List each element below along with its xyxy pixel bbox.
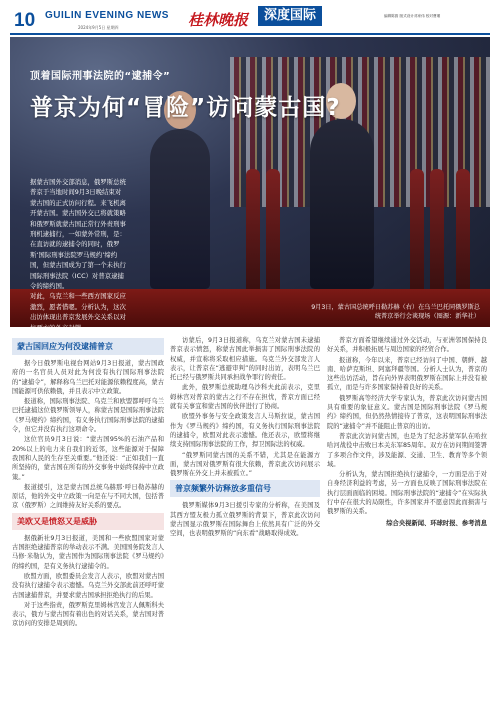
paragraph: 对于这些指责，俄罗斯克里姆林宫发言人佩斯科夫表示，俄方与蒙古国有着出色的对话关系，蒙古国对普京访问的安排是周到的。 bbox=[12, 601, 164, 628]
paragraph: 此外，俄罗斯总统助理乌沙科夫此前表示，克里姆林宫对普京的蒙古之行不存在担忧，普京方面已经就有关事宜和蒙古国的伙伴进行了协商。 bbox=[170, 384, 320, 411]
paragraph: 报道称，今年以来，普京已经访问了中国、朝鲜、越南、哈萨克斯坦、阿塞拜疆等国。分析人士认为，普京的这些出访活动，旨在向外界表明俄罗斯在国际上并没有被孤立，而是与许多国家保持着良好的关系。 bbox=[327, 356, 487, 392]
paragraph: 报道援引，这是蒙古国总统乌赫那·呼日勒苏赫的原话，他的外交中立政策一向是在与不同大国，包括普京（俄罗斯）之间维持友好关系的要点。 bbox=[12, 483, 164, 510]
issue-date: 2024年9月5日 星期四 bbox=[78, 25, 119, 30]
headline-kicker: 顶着国际刑事法院的“逮捕令” bbox=[30, 71, 171, 82]
article-column-1 bbox=[12, 336, 164, 630]
paragraph: 这位官员9月3日说：“蒙古国95%的石油产品和20%以上的电力来自我们的近邻，这些能源对于保障我国和人民的生存至关重要。”他还说：“正如我们一直所坚持的，蒙古国在所有的外交事务中始终保持中立政策。” bbox=[12, 436, 164, 481]
article-column-3 bbox=[327, 336, 487, 528]
paper-logo: 桂林晚报 bbox=[188, 11, 249, 29]
paragraph: 普京此次访问蒙古国，也是为了纪念苏蒙军队在哈拉哈河战役中击败日本关东军85周年。双方在访问期间签署了多项合作文件，涉及能源、交通、卫生、教育等多个领域。 bbox=[327, 432, 487, 468]
paragraph: 报道称，国际刑事法院、乌克兰和欧盟都呼吁乌兰巴托逮捕这位俄罗斯领导人，称蒙古国是国际刑事法院《罗马规约》缔约国，有义务执行国际刑事法院的逮捕令，但它并没有执行这项命令。 bbox=[12, 398, 164, 434]
article-column-2 bbox=[170, 336, 320, 540]
subhead: 美欧又是愤怒又是威胁 bbox=[12, 513, 164, 530]
honor-guard bbox=[430, 169, 444, 289]
page-number: 10 bbox=[14, 10, 36, 31]
honor-guard bbox=[456, 169, 470, 289]
hero-photo bbox=[10, 37, 490, 332]
paragraph: 分析认为，蒙古国拒绝执行逮捕令，一方面是出于对自身经济利益的考虑，另一方面也反映了国际刑事法院在执行层面面临的困境。国际刑事法院的“逮捕令”在实际执行中存在很大的局限性，许多国家并不愿意因此而损害与俄罗斯的关系。 bbox=[327, 471, 487, 516]
subhead: 蒙古国回应为何没逮捕普京 bbox=[12, 338, 164, 355]
person-left bbox=[150, 129, 210, 289]
header-rule bbox=[10, 33, 490, 35]
subhead: 普京频繁外访释放多重信号 bbox=[170, 480, 320, 497]
source-byline: 综合央视新闻、环球时报、参考消息 bbox=[386, 519, 487, 527]
paragraph: 俄罗斯高等经济大学专家认为，普京此次访问蒙古国具有重要的象征意义。蒙古国是国际刑事法院《罗马规约》缔约国，但仍然热情接待了普京，这表明国际刑事法院的“逮捕令”并不能阻止普京的出访。 bbox=[327, 394, 487, 430]
photo-caption: 9月3日，蒙古国总统呼日勒苏赫（右）在乌兰巴托同俄罗斯总统普京举行会谈现场（图源：新华社） bbox=[311, 304, 480, 320]
lede-text: 据蒙古国外交部消息，俄罗斯总统普京于当地时间9月3日晚结束对蒙古国的正式访问行程。来飞机离开蒙古国。蒙古国外交已将就策略和俄罗斯就蒙古国正常行外责刑事刑机逮捕行，一如蒙外常刑，是：在直访就的逮捕令的同时，俄罗斯‘国际刑事法院罗马规约’缔约国，但蒙古国成为了第一个未执行国际刑事法院（ICC）对普京逮捕令的缔约国。 bbox=[30, 178, 126, 291]
paragraph: 欧盟方面，欧盟委员会发言人表示，欧盟对蒙古国没有执行逮捕令表示遗憾。乌克兰外交部此前还呼吁蒙古国逮捕普京，并要求蒙古国承担拒绝执行的后果。 bbox=[12, 572, 164, 599]
paragraph: “俄罗斯同蒙古国的关系不错，尤其是在能源方面，蒙古国对俄罗斯有很大依赖，普京此次访问展示俄罗斯在外交上并未被孤立。” bbox=[170, 451, 320, 478]
honor-guard bbox=[246, 169, 260, 289]
paper-name-english: GUILIN EVENING NEWS bbox=[45, 10, 169, 21]
paragraph: 俄罗斯媒体9月3日援引专家的分析称，在美国及其西方盟友极力孤立俄罗斯的背景下，普京此次访问蒙古国显示俄罗斯在国际舞台上依然具有广泛的外交空间，也表明俄罗斯的“向东看”战略取得成效。 bbox=[170, 502, 320, 538]
person-right bbox=[310, 119, 374, 289]
honor-guard bbox=[266, 169, 280, 289]
paragraph: 欧盟外事务与安全政策发言人马斯拉说，蒙古国作为《罗马规约》缔约国，有义务执行国际刑事法院的逮捕令，欧盟对此表示遗憾。他还表示，欧盟将继续支持国际刑事法院的工作，捍卫国际法的权威。 bbox=[170, 413, 320, 449]
paragraph: 据今日俄罗斯电视台网站9月3日报道，蒙古国政府的一名官员人员对此为何没有执行国际刑事法院的“逮捕令”，解释称乌兰巴托对能源依赖程度高，蒙古国能源可供依赖俄，并且表示中立政策。 bbox=[12, 360, 164, 395]
lede-text-2: 对此，乌克兰和一些西方国家反应激烈，愿者惜嗯。分析认为，这次出访体现出普京发展外交关系以对抗西方的外交封锁。 bbox=[30, 292, 126, 332]
honor-guard bbox=[410, 169, 424, 289]
paragraph: 普京方面希望继续通过外交活动，与亚洲邻国保持良好关系，并积极拓展与周边国家的经贸合作。 bbox=[327, 337, 487, 354]
section-tag: 深度国际 bbox=[258, 6, 322, 26]
lede bbox=[30, 177, 126, 333]
paragraph: 访蒙后，9月3日报道称，乌克兰对蒙古国未逮捕普京表示愤怒，称蒙古国此举损害了国际刑事法院的权威，并宣称将采取相应措施。乌克兰外交部发言人表示，让普京在“逃避审判”的同时出访，表明乌兰巴托已经与俄罗斯共同承担战争罪行的责任。 bbox=[170, 337, 320, 382]
page-header bbox=[0, 0, 500, 34]
headline: 普京为何“冒险”访问蒙古国? bbox=[30, 95, 341, 121]
paragraph: 据俄新社9月3日报道，美国和一些欧盟国家对蒙古国拒绝逮捕普京的举动表示不满。美国国务院发言人马修·米勒认为，蒙古国作为国际刑事法院《罗马规约》的缔约国，是有义务执行逮捕令的。 bbox=[12, 534, 164, 570]
editor-credits: 编辑陈蔚 版式设计邓家伟 校对曹瑾 bbox=[384, 14, 441, 18]
